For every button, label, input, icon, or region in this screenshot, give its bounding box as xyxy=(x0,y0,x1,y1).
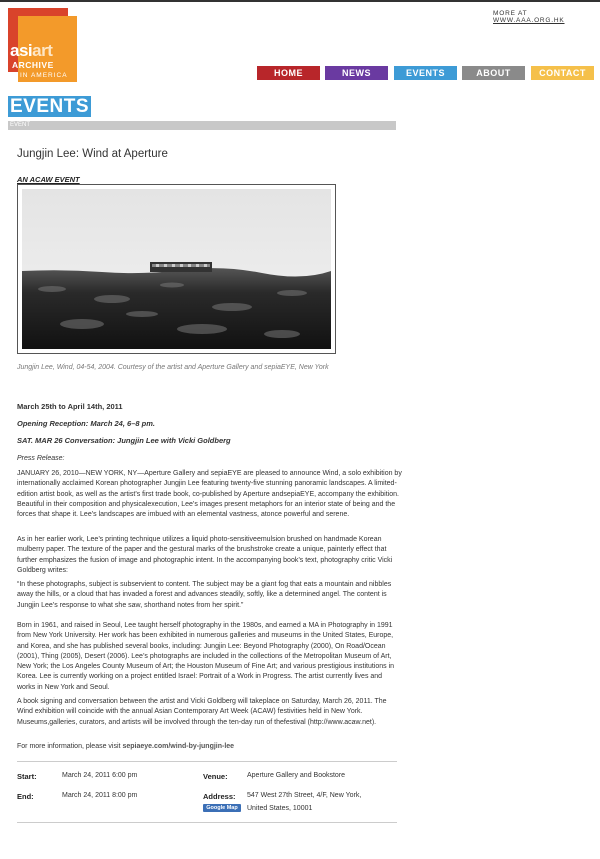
asiart-archive-logo[interactable] xyxy=(8,8,77,82)
details-bottom-divider xyxy=(17,822,397,823)
start-label: Start: xyxy=(17,772,37,781)
google-map-button[interactable]: Google Map xyxy=(203,804,241,812)
landscape-photo-image xyxy=(22,189,331,349)
opening-reception: Opening Reception: March 24, 6–8 pm. xyxy=(17,419,155,428)
event-title: Jungjin Lee: Wind at Aperture xyxy=(17,148,168,160)
more-info-prefix: For more information, please visit xyxy=(17,743,123,750)
more-at-link[interactable] xyxy=(493,10,600,24)
details-top-divider xyxy=(17,761,397,762)
paragraph-technique: As in her earlier work, Lee’s printing technique utilizes a liquid photo-sensitiveemulsion brushed on handmade Korean mulberry paper. The texture of the paper and the gestural marks of the brushstroke create a unique, painterly effect that further emphasizes the fusion of image and photographic intent. In the accompanying book’s text, photography critic Vicki Goldberg writes: xyxy=(17,536,393,574)
press-release-label: Press Release: xyxy=(17,455,65,462)
top-border xyxy=(0,0,600,2)
photo-caption: Jungjin Lee, Wind, 04-54, 2004. Courtesy of the artist and Aperture Gallery and sepiaEYE, New York xyxy=(17,364,329,371)
more-info xyxy=(17,742,402,752)
section-bar: EVENT xyxy=(8,121,396,130)
nav-events[interactable]: EVENTS xyxy=(394,66,457,80)
more-url[interactable]: WWW.AAA.ORG.HK xyxy=(493,17,565,24)
address-line-2: United States, 10001 xyxy=(247,805,313,812)
logo-in-america: IN AMERICA xyxy=(20,72,68,79)
paragraph-quote: “In these photographs, subject is subservient to content. The subject may be a giant fog that eats a mountain and nibbles away the hills, or a cloud that has invaded a forest and advances steadily, softly, like a determined angel. The content is Jungjin Lee’s response to what she saw, shorthand notes from her spirit.” xyxy=(17,581,392,609)
paragraph-intro: JANUARY 26, 2010—NEW YORK, NY—Aperture Gallery and sepiaEYE are pleased to announce Wind, a solo exhibition by internationally acclaimed Korean photographer Jungjin Lee featuring twenty-five stunning panoramic landscapes. A limited-edition artist book, as well as the artist’s first trade book, co-published by Aperture andsepiaEYE, accompany the exhibition. Beautiful in their composition and physicalexecution, Lee’s images present metaphors for an interior state of being and the forces that shape it. Lee’s landscapes are imbued with an elemental vastness, atonce powerful and serene. xyxy=(17,470,402,519)
paragraph-book-signing: A book signing and conversation between the artist and Vicki Goldberg will takeplace on Saturday, March 26, 2011. The Wind exhibition will coincide with the annual Asian Contemporary Art Week (ACAW) festivities held in New York. Museums,galleries, curators, and artists will be involved through the ten-day run of thefestival (http://www.acaw.net). xyxy=(17,698,387,726)
page-title: EVENTS xyxy=(10,96,90,117)
logo-archive: ARCHIVE xyxy=(12,60,54,70)
end-value: March 24, 2011 8:00 pm xyxy=(62,792,138,799)
more-prefix: MORE AT xyxy=(493,10,528,17)
venue-value: Aperture Gallery and Bookstore xyxy=(247,772,346,779)
event-dates: March 25th to April 14th, 2011 xyxy=(17,402,123,411)
end-label: End: xyxy=(17,792,34,801)
more-info-link[interactable]: sepiaeye.com/wind-by-jungjin-lee xyxy=(122,743,235,750)
event-photo xyxy=(17,184,336,354)
logo-wordmark: asiart xyxy=(10,41,53,60)
conversation-note: SAT. MAR 26 Conversation: Jungjin Lee with Vicki Goldberg xyxy=(17,436,231,445)
start-value: March 24, 2011 6:00 pm xyxy=(62,772,138,779)
nav-home[interactable]: HOME xyxy=(257,66,320,80)
paragraph-biography: Born in 1961, and raised in Seoul, Lee taught herself photography in the 1980s, and earned a MA in Photography in 1991 from New York University. Her work has been exhibited in numerous galleries and museums in the United States, Europe, and Korea, and she has published several books, including: Jungjin Lee: Beyond Photography (2000), On Road/Ocean (2001), Thing (2005), Desert (2006). Lee’s photographs are included in the collections of the Metropolitan Museum of Art, New York; the Los Angeles County Museum of Art; the Houston Museum of Fine Art; and various prestigious institutions in Korea. Lee is currently working on a project entitled Israel: Portrait of a Work in Progress. The artist currently lives and works in New York and Seoul. xyxy=(17,622,395,691)
address-label: Address: xyxy=(203,792,236,801)
nav-contact[interactable]: CONTACT xyxy=(531,66,594,80)
nav-about[interactable]: ABOUT xyxy=(462,66,525,80)
nav-news[interactable]: NEWS xyxy=(325,66,388,80)
address-line-1: 547 West 27th Street, 4/F, New York, xyxy=(247,792,362,799)
venue-label: Venue: xyxy=(203,772,228,781)
acaw-event-tag[interactable]: AN ACAW EVENT xyxy=(17,175,80,184)
